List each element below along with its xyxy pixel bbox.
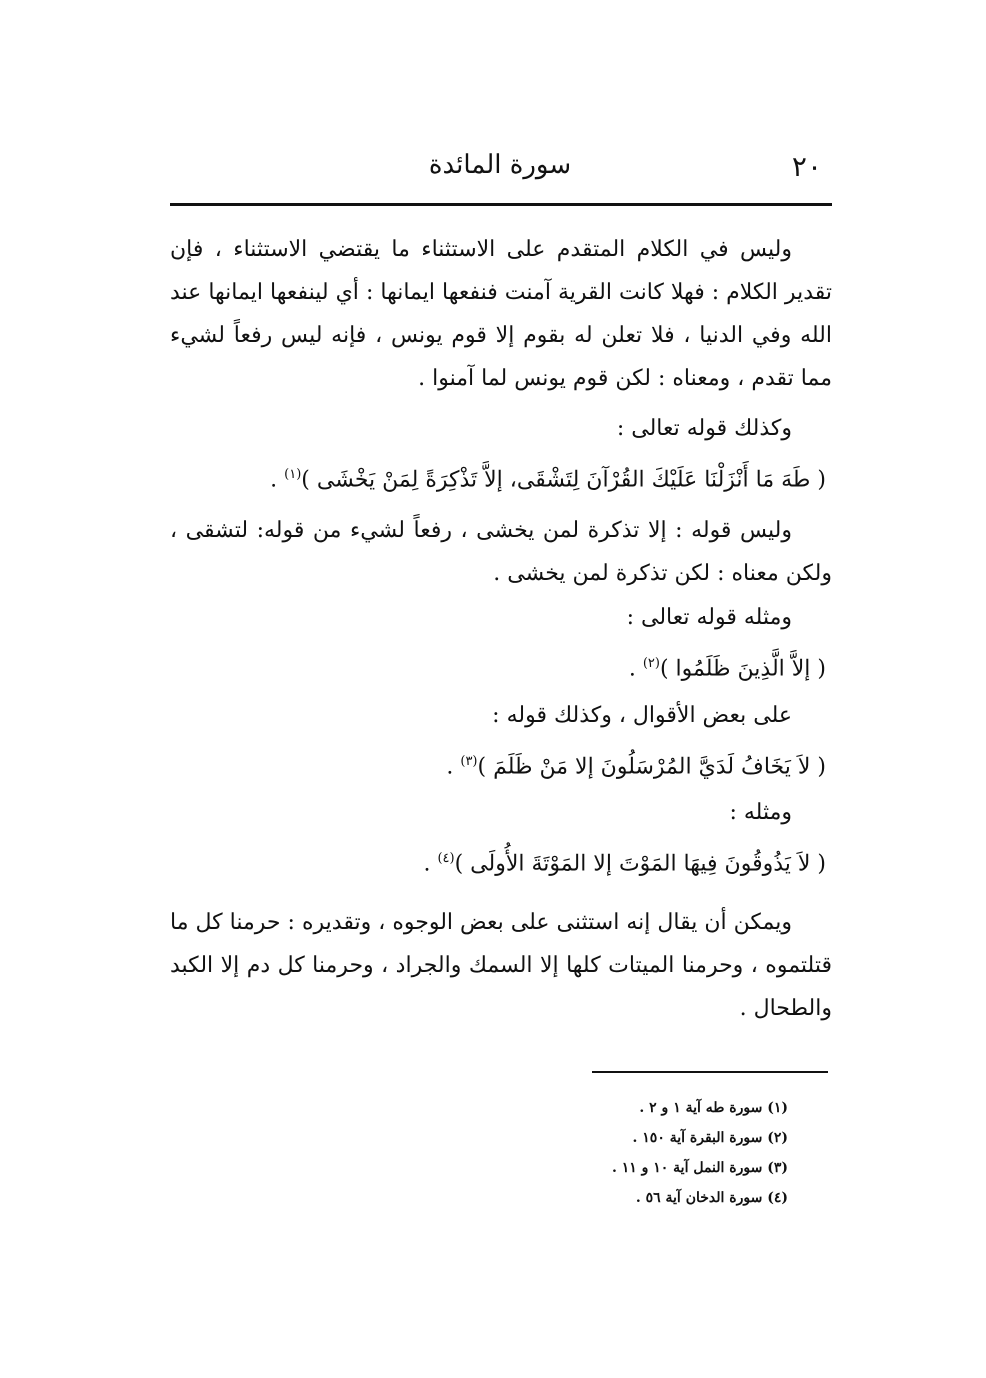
paragraph-2: وليس قوله : إلا تذكرة لمن يخشى ، رفعاً لشيء من قوله: لتشقى ، ولكن معناه : لكن تذكرة لمن يخشى .	[170, 518, 832, 587]
footnote-ref: (٣)	[460, 753, 478, 769]
page-header	[170, 150, 832, 190]
verse-text: ( لاَ يَذُوقُونَ فِيهَا المَوْتَ إلا المَوْتَةَ الأُولَى )	[454, 851, 826, 877]
footnote-ref: (١)	[284, 467, 302, 482]
verse-quote-3	[170, 739, 832, 790]
header-divider	[170, 203, 832, 206]
paragraph-1: وليس في الكلام المتقدم على الاستثناء ما يقتضي الاستثناء ، فإن تقدير الكلام : فهلا كانت القرية آمنت فنفعها ايمانها : أي لينفعها ايمانها عند الله وفي الدنيا ، فلا تعلن له بقوم إلا قوم يونس ، فإنه ليس رفعاً لشيء مما تقدم ، ومعناه : لكن قوم يونس لما آمنوا .	[170, 237, 832, 391]
verse-quote-4	[170, 836, 832, 887]
footnote-ref: (٢)	[642, 656, 660, 672]
footnote-3: (٣) سورة النمل آية ١٠ و ١١ .	[611, 1160, 788, 1176]
verse-quote-1	[170, 452, 832, 503]
page-number: ٢٠	[791, 150, 822, 183]
verse-end: .	[423, 851, 438, 877]
verse-text: ( إلاَّ الَّذِينَ ظَلَمُوا )	[659, 656, 826, 682]
footnote-1: (١) سورة طه آية ١ و ٢ .	[639, 1100, 788, 1116]
running-title: سورة المائدة	[428, 150, 572, 180]
lead-in-line-2: ومثله قوله تعالى :	[626, 605, 792, 631]
page-body	[170, 228, 832, 1030]
verse-text: ( طَهَ مَا أَنْزَلْنَا عَلَيْكَ القُرْآنَ لِتَشْقَى، إلاَّ تَذْكِرَةً لِمَنْ يَخْشَى )	[301, 467, 826, 493]
verse-end: .	[446, 753, 461, 779]
lead-in-line-4: ومثله :	[729, 799, 792, 825]
verse-quote-2	[170, 641, 832, 692]
footnotes	[500, 1093, 788, 1213]
lead-in-line-3: على بعض الأقوال ، وكذلك قوله :	[492, 702, 792, 728]
footnote-divider	[592, 1071, 828, 1073]
footnote-ref: (٤)	[437, 850, 455, 866]
verse-end: .	[270, 467, 285, 493]
lead-in-line-1: وكذلك قوله تعالى :	[616, 416, 792, 441]
footnote-4: (٤) سورة الدخان آية ٥٦ .	[635, 1190, 788, 1206]
footnote-2: (٢) سورة البقرة آية ١٥٠ .	[632, 1130, 788, 1146]
paragraph-3: ويمكن أن يقال إنه استثنى على بعض الوجوه ، وتقديره : حرمنا كل ما قتلتموه ، وحرمنا الميتات كلها إلا السمك والجراد ، وحرمنا كل دم إلا الكبد والطحال .	[170, 910, 832, 1022]
verse-text: ( لاَ يَخَافُ لَدَيَّ المُرْسَلُونَ إلا مَنْ ظَلَمَ )	[477, 753, 826, 779]
verse-end: .	[628, 656, 643, 682]
